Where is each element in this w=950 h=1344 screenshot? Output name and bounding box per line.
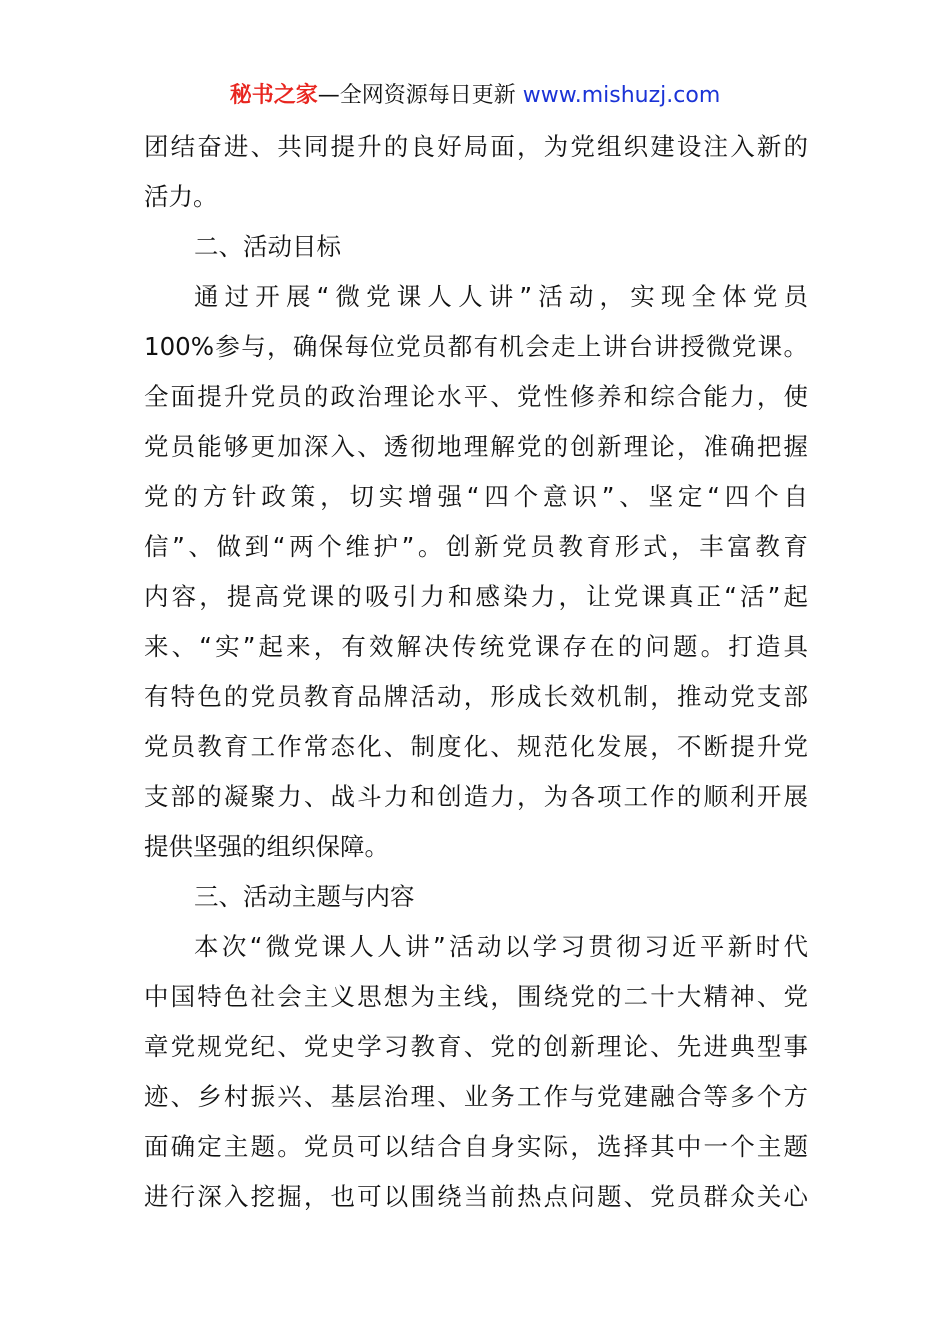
text-line: 有特色的党员教育品牌活动，形成长效机制，推动党支部 [144,682,808,711]
text-line: 党员教育工作常态化、制度化、规范化发展，不断提升党 [144,732,808,761]
text-line: 内容，提高党课的吸引力和感染力，让党课真正“活”起 [144,582,808,611]
text-line: 活力。 [144,182,218,211]
text-line: 通过开展“微党课人人讲”活动，实现全体党员 [194,282,808,311]
text-line: 本次“微党课人人讲”活动以学习贯彻习近平新时代 [194,932,808,961]
text-line: 章党规党纪、党史学习教育、党的创新理论、先进典型事 [144,1032,808,1061]
text-line: 面确定主题。党员可以结合自身实际，选择其中一个主题 [144,1132,808,1161]
text-line: 信”、做到“两个维护”。创新党员教育形式，丰富教育 [144,532,808,561]
text-line: 全面提升党员的政治理论水平、党性修养和综合能力，使 [144,382,808,411]
text-line: 迹、乡村振兴、基层治理、业务工作与党建融合等多个方 [144,1082,808,1111]
text-line: 党的方针政策，切实增强“四个意识”、坚定“四个自 [144,482,808,511]
site-tagline: —全网资源每日更新 [317,83,523,108]
site-url-link[interactable]: www.mishuzj.com [522,83,721,108]
text-line: 进行深入挖掘，也可以围绕当前热点问题、党员群众关心 [144,1182,808,1211]
text-line: 支部的凝聚力、战斗力和创造力，为各项工作的顺利开展 [144,782,808,811]
text-line: 团结奋进、共同提升的良好局面，为党组织建设注入新的 [144,132,808,161]
section-heading: 三、活动主题与内容 [194,882,415,911]
site-brand: 秘书之家 [229,83,318,108]
text-line: 中国特色社会主义思想为主线，围绕党的二十大精神、党 [144,982,808,1011]
text-line: 党员能够更加深入、透彻地理解党的创新理论，准确把握 [144,432,808,461]
section-heading: 二、活动目标 [194,232,341,261]
site-header [0,80,950,112]
text-line: 100%参与，确保每位党员都有机会走上讲台讲授微党课。 [144,332,808,361]
text-line: 来、“实”起来，有效解决传统党课存在的问题。打造具 [144,632,808,661]
document-body [144,122,808,1222]
text-line: 提供坚强的组织保障。 [144,832,389,861]
